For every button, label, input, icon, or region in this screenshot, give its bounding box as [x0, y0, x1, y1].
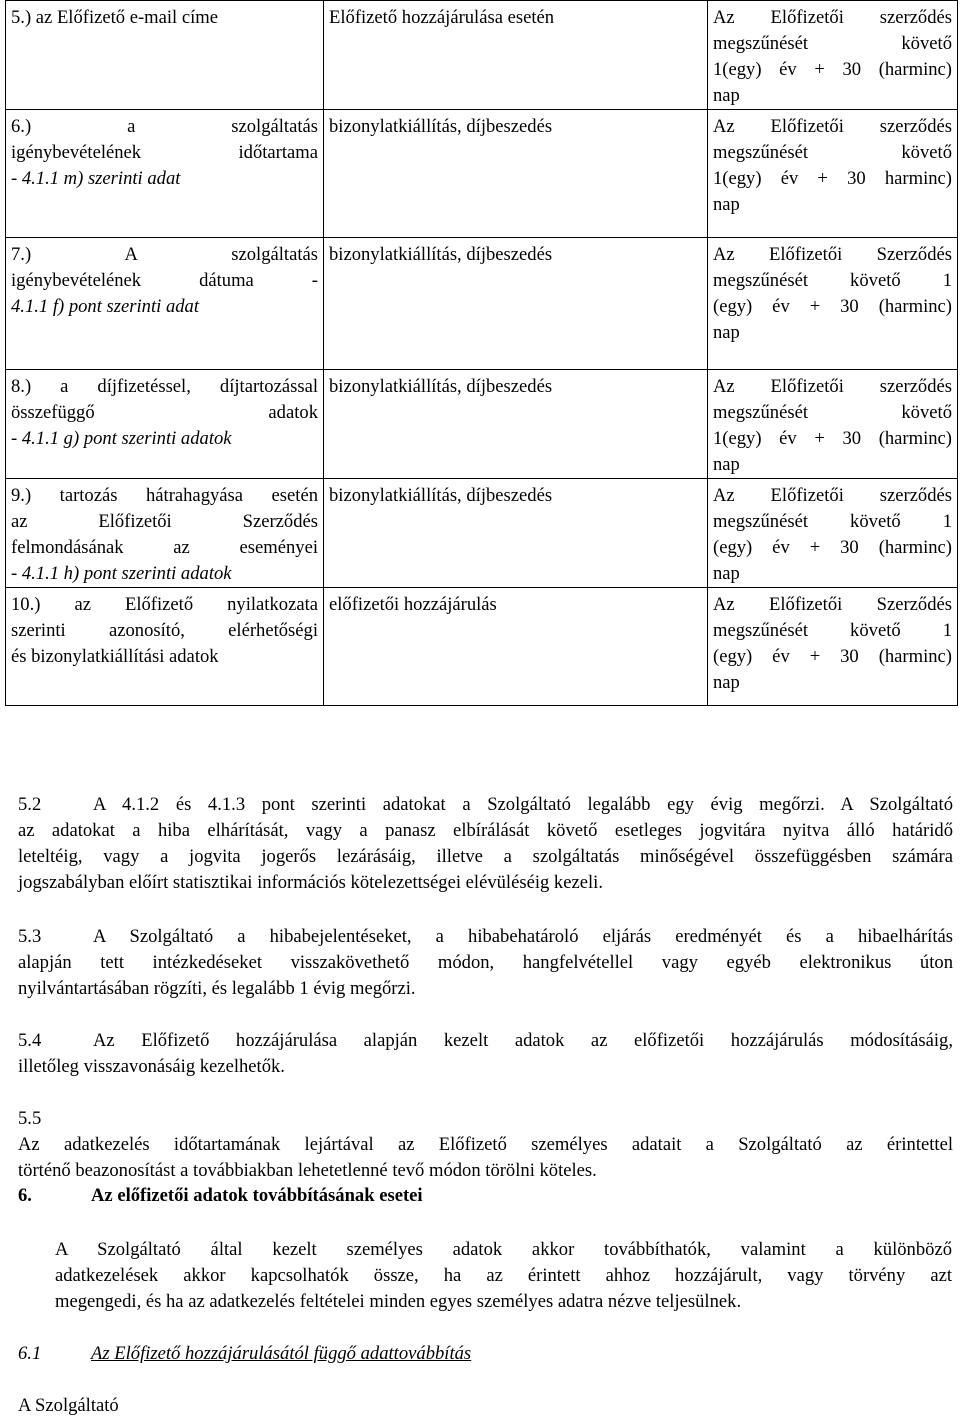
cell-line: 5.) az Előfizető e-mail címe: [11, 7, 219, 28]
cell-line: Az Előfizetői szerződés: [713, 485, 952, 506]
data-category-cell: [6, 370, 324, 479]
retention-cell: [708, 238, 958, 370]
cell-reference: - 4.1.1 m) szerinti adat: [11, 168, 181, 189]
cell-line: nap: [713, 322, 740, 343]
cell-line: Az Előfizetői Szerződés: [713, 594, 952, 615]
paragraph-number: 5.2: [18, 794, 42, 815]
cell-line: összefüggő adatok: [11, 402, 318, 423]
paragraph-5-2: [18, 792, 953, 896]
paragraph-line: A 4.1.2 és 4.1.3 pont szerinti adatokat a Szolgáltató legalább egy évig megőrzi. A Szolgáltató: [93, 794, 953, 815]
cell-line: (egy) év + 30 (harminc): [713, 646, 952, 667]
data-category-cell: [6, 588, 324, 706]
cell-line: Az Előfizetői szerződés: [713, 7, 952, 28]
cell-line: (egy) év + 30 (harminc): [713, 296, 952, 317]
purpose-cell: [324, 110, 708, 238]
paragraph-line: Az adatkezelés időtartamának lejártával az Előfizető személyes adatait a Szolgáltató az érintettel: [18, 1134, 953, 1155]
cell-line: megszűnését követő: [713, 402, 952, 423]
cell-line: igénybevételének dátuma -: [11, 270, 318, 291]
section-title: Az előfizetői adatok továbbításának esetei: [91, 1185, 423, 1206]
cell-line: szerinti azonosító, elérhetőségi: [11, 620, 318, 641]
paragraph-line: megengedi, és ha az adatkezelés feltételei minden egyes személyes adatra nézve teljesülnek.: [55, 1291, 742, 1312]
retention-cell: [708, 110, 958, 238]
paragraph-5-5: [18, 1106, 953, 1184]
cell-line: 7.) A szolgáltatás: [11, 244, 318, 265]
cell-line: Az Előfizetői Szerződés: [713, 244, 952, 265]
retention-cell: [708, 479, 958, 588]
section-6-1-heading: [18, 1341, 471, 1367]
cell-text: bizonylatkiállítás, díjbeszedés: [329, 244, 553, 265]
table-row: [6, 238, 958, 370]
cell-line: megszűnését követő 1: [713, 620, 952, 641]
table-row: [6, 110, 958, 238]
purpose-cell: [324, 588, 708, 706]
paragraph-number: 5.4: [18, 1030, 42, 1051]
table-row: [6, 588, 958, 706]
cell-text: bizonylatkiállítás, díjbeszedés: [329, 116, 553, 137]
paragraph-line: A Szolgáltató által kezelt személyes adatok akkor továbbíthatók, valamint a különböző: [55, 1239, 952, 1260]
paragraph-line: jogszabályban előírt statisztikai információs kötelezettségei elévüléséig kezeli.: [18, 872, 603, 893]
retention-cell: [708, 588, 958, 706]
table-row: [6, 1, 958, 110]
paragraph-line: illetőleg visszavonásáig kezelhetők.: [18, 1056, 285, 1077]
data-category-cell: [6, 238, 324, 370]
retention-cell: [708, 370, 958, 479]
cell-line: nap: [713, 85, 740, 106]
cell-line: Az Előfizetői szerződés: [713, 116, 952, 137]
cell-line: megszűnését követő 1: [713, 270, 952, 291]
cell-line: Az Előfizetői szerződés: [713, 376, 952, 397]
paragraph-line: nyilvántartásában rögzíti, és legalább 1 évig megőrzi.: [18, 978, 416, 999]
cell-line: 8.) a díjfizetéssel, díjtartozással: [11, 376, 318, 397]
paragraph-line: történő beazonosítást a továbbiakban lehetetlenné tevő módon törölni köteles.: [18, 1160, 597, 1181]
purpose-cell: [324, 479, 708, 588]
cell-line: az Előfizetői Szerződés: [11, 511, 318, 532]
section-6-1-text: A Szolgáltató: [18, 1395, 119, 1416]
cell-line: 1(egy) év + 30 (harminc): [713, 59, 952, 80]
cell-line: megszűnését követő 1: [713, 511, 952, 532]
cell-text: Előfizető hozzájárulása esetén: [329, 7, 555, 28]
section-6-heading: [18, 1183, 423, 1209]
cell-line: (egy) év + 30 (harminc): [713, 537, 952, 558]
paragraph-number: 5.5: [18, 1108, 42, 1129]
cell-line: és bizonylatkiállítási adatok: [11, 646, 219, 667]
data-category-cell: [6, 479, 324, 588]
paragraph-line: adatkezelések akkor kapcsolhatók össze, ha az érintett ahhoz hozzájárult, vagy törvény azt: [55, 1265, 952, 1286]
cell-reference: 4.1.1 f) pont szerinti adat: [11, 296, 200, 317]
section-title: Az Előfizető hozzájárulásától függő adattovábbítás: [91, 1343, 472, 1364]
paragraph-line: Az Előfizető hozzájárulása alapján kezelt adatok az előfizetői hozzájárulás módosításáig,: [93, 1030, 953, 1051]
cell-line: 10.) az Előfizető nyilatkozata: [11, 594, 318, 615]
cell-line: nap: [713, 194, 740, 215]
cell-line: megszűnését követő: [713, 142, 952, 163]
data-category-cell: [6, 1, 324, 110]
cell-line: felmondásának az eseményei: [11, 537, 318, 558]
cell-line: 1(egy) év + 30 (harminc): [713, 428, 952, 449]
table-row: [6, 479, 958, 588]
retention-cell: [708, 1, 958, 110]
cell-text: bizonylatkiállítás, díjbeszedés: [329, 485, 553, 506]
cell-reference: - 4.1.1 h) pont szerinti adatok: [11, 563, 232, 584]
paragraph-number: 5.3: [18, 926, 42, 947]
section-number: 6.1: [18, 1343, 42, 1364]
cell-line: nap: [713, 563, 740, 584]
cell-reference: - 4.1.1 g) pont szerinti adatok: [11, 428, 232, 449]
purpose-cell: [324, 238, 708, 370]
cell-line: nap: [713, 454, 740, 475]
cell-line: nap: [713, 672, 740, 693]
retention-table: [5, 0, 958, 706]
purpose-cell: [324, 370, 708, 479]
paragraph-line: az adatokat a hiba elhárítását, vagy a panasz elbírálását követő esetleges jogvitára nyitva álló határidő: [18, 820, 953, 841]
cell-text: bizonylatkiállítás, díjbeszedés: [329, 376, 553, 397]
cell-line: 6.) a szolgáltatás: [11, 116, 318, 137]
paragraph-5-4: [18, 1028, 953, 1080]
paragraph-5-3: [18, 924, 953, 1002]
cell-line: igénybevételének időtartama: [11, 142, 318, 163]
table-row: [6, 370, 958, 479]
section-number: 6.: [18, 1185, 32, 1206]
cell-line: megszűnését követő: [713, 33, 952, 54]
paragraph-line: alapján tett intézkedéseket visszakövethető módon, hangfelvétellel vagy egyéb elektronikus úton: [18, 952, 953, 973]
cell-line: 1(egy) év + 30 harminc): [713, 168, 952, 189]
cell-line: 9.) tartozás hátrahagyása esetén: [11, 485, 318, 506]
paragraph-line: A Szolgáltató a hibabejelentéseket, a hibabehatároló eljárás eredményét és a hibaelhárítás: [93, 926, 953, 947]
section-6-body: [55, 1237, 952, 1315]
cell-text: előfizetői hozzájárulás: [329, 594, 497, 615]
paragraph-line: leteltéig, vagy a jogvita jogerős lezárásáig, illetve a szolgáltatás minőségével összefüggésben számára: [18, 846, 953, 867]
data-category-cell: [6, 110, 324, 238]
purpose-cell: [324, 1, 708, 110]
